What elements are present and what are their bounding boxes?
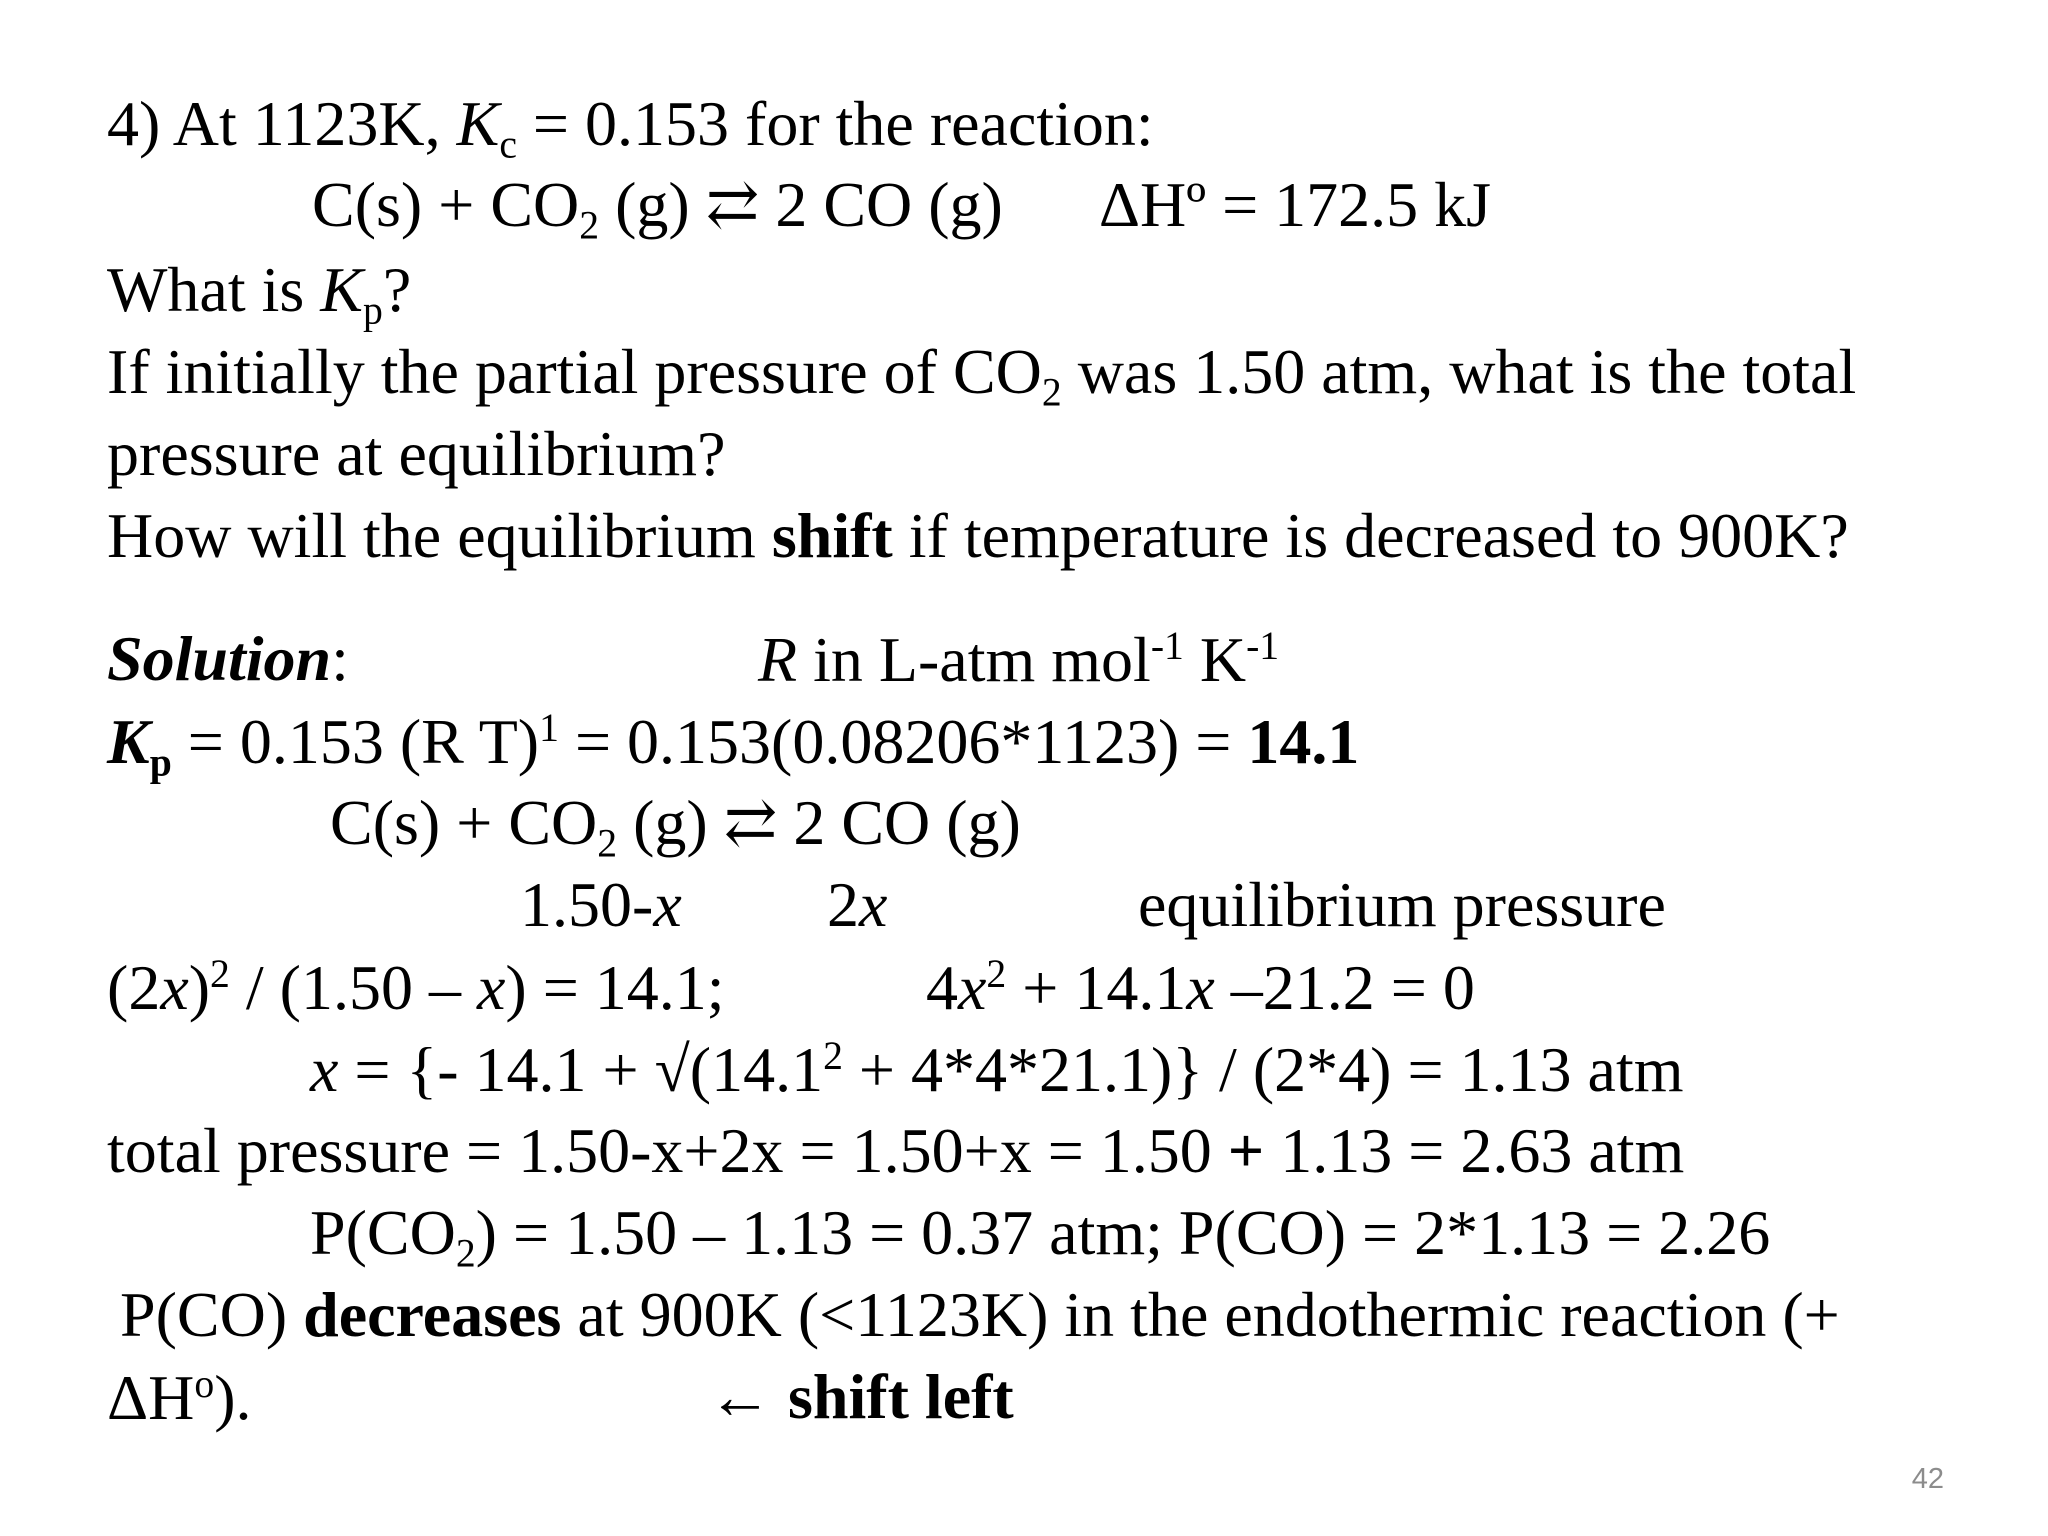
page-number: 42 (1911, 1463, 1944, 1495)
shift-left-answer: ← shift left (708, 1361, 1014, 1432)
reaction-equation-2: $C(s) + CO_2$ (g) ⇄ 2 CO (g) (330, 787, 1021, 866)
partial-pressures: $P(CO_2) = 1.50 - 1.13 = 0.37$ atm; P(CO) = 2*1.13 = 2.26 (310, 1197, 1771, 1276)
total-pressure: total pressure = 1.50-x+2x = 1.50+x = 1.50 + 1.13 = 2.63 atm (107, 1115, 1685, 1186)
r-units-note: R in L-atm mol$^{-1}$ $K^{-1}$ (758, 623, 1280, 695)
kp-calculation: $K_p = 0.153$ (R T)$^1$ = 0.153(0.08206*1123) = 14.1 (107, 705, 1360, 785)
quadratic-equation: $4x^2 + 14.1x$ –21.2 = 0 (926, 951, 1475, 1023)
ice-row-label: equilibrium pressure (1138, 869, 1666, 940)
question-kp: What is $K_p$? (107, 254, 412, 333)
question-total-pressure-line-2: pressure at equilibrium? (107, 418, 726, 489)
ice-row-co2: 1.50-x (520, 869, 682, 940)
problem-line-1: 4) At 1123K, $K_c = 0.153$ for the reaction: (107, 88, 1154, 167)
kp-expression: $(2x)^2 / (1.50 - x) = 14.1$; (107, 951, 725, 1023)
conclusion-line-2: $\Delta H^o$). (107, 1361, 252, 1433)
solution-heading: Solution: (107, 623, 349, 694)
question-total-pressure-line-1: If initially the partial pressure of $CO_2$ was 1.50 atm, what is the total (107, 336, 1857, 415)
conclusion-line-1: P(CO) decreases at 900K (<1123K) in the endothermic reaction (+ (120, 1279, 1840, 1350)
ice-row-co: 2x (827, 869, 888, 940)
question-shift: How will the equilibrium shift if temperature is decreased to 900K? (107, 500, 1849, 571)
reaction-equation-1: $C(s) + CO_2$ (g) ⇄ 2 CO (g) ΔHº = 172.5 kJ (312, 169, 1492, 248)
quadratic-solution: x = {- $14.1 + √(14.1^2 + 4*4*21.1)\} / (2*4) = 1.13$ atm (310, 1033, 1684, 1105)
